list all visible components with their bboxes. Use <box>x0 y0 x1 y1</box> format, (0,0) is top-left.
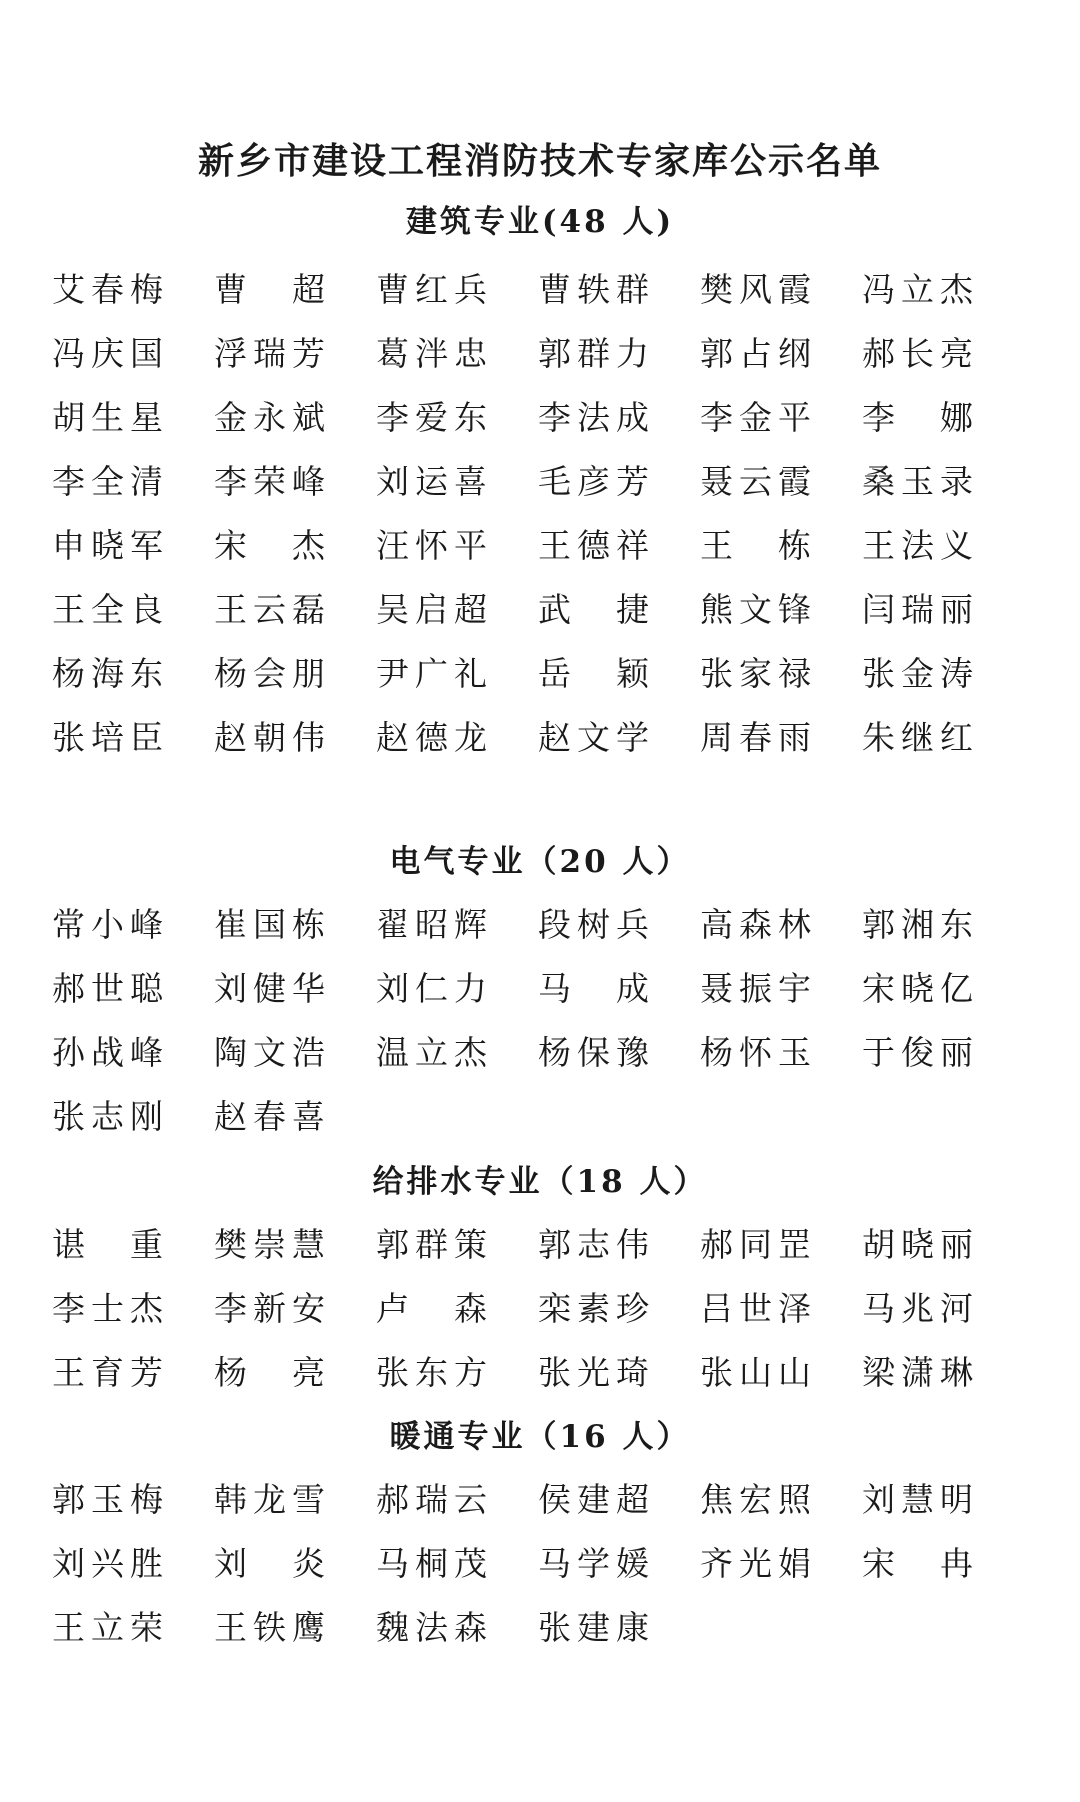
name-entry: 崔国栋 <box>214 905 331 944</box>
name-entry: 马桐茂 <box>376 1544 493 1583</box>
name-entry: 吕世泽 <box>700 1289 817 1328</box>
name-entry: 郭湘东 <box>862 905 979 944</box>
name-entry: 张培臣 <box>52 718 169 757</box>
name-list-electrical <box>52 893 1032 1149</box>
name-entry: 焦宏照 <box>700 1480 817 1519</box>
name-entry: 李新安 <box>214 1289 331 1328</box>
name-entry: 岳 颖 <box>538 654 655 693</box>
name-entry: 张金涛 <box>862 654 979 693</box>
name-entry: 段树兵 <box>538 905 655 944</box>
name-entry: 杨会朋 <box>214 654 331 693</box>
name-entry: 李爱东 <box>376 398 493 437</box>
name-entry: 王铁鹰 <box>214 1608 331 1647</box>
name-entry: 张山山 <box>700 1353 817 1392</box>
name-entry: 赵朝伟 <box>214 718 331 757</box>
name-entry: 李全清 <box>52 462 169 501</box>
name-entry: 赵德龙 <box>376 718 493 757</box>
name-entry: 栾素珍 <box>538 1289 655 1328</box>
name-entry: 张光琦 <box>538 1353 655 1392</box>
name-entry: 尹广礼 <box>376 654 493 693</box>
name-entry: 杨 亮 <box>214 1353 331 1392</box>
section-heading-hvac: 暖通专业（16 人） <box>389 1419 691 1455</box>
name-entry: 宋 杰 <box>214 526 331 565</box>
name-list-plumbing <box>52 1213 1032 1405</box>
name-entry: 刘 炎 <box>214 1544 331 1583</box>
name-entry: 郝长亮 <box>862 334 979 373</box>
name-entry: 张建康 <box>538 1608 655 1647</box>
name-entry: 郭占纲 <box>700 334 817 373</box>
name-entry: 杨海东 <box>52 654 169 693</box>
name-entry: 李法成 <box>538 398 655 437</box>
name-entry: 马学媛 <box>538 1544 655 1583</box>
name-entry: 朱继红 <box>862 718 979 757</box>
name-entry: 刘仁力 <box>376 969 493 1008</box>
name-entry: 郝世聪 <box>52 969 169 1008</box>
name-entry: 王立荣 <box>52 1608 169 1647</box>
name-entry: 曹轶群 <box>538 270 655 309</box>
name-entry: 刘慧明 <box>862 1480 979 1519</box>
name-entry: 艾春梅 <box>52 270 169 309</box>
section-heading-electrical: 电气专业（20 人） <box>389 844 691 880</box>
name-entry: 浮瑞芳 <box>214 334 331 373</box>
name-entry: 郭志伟 <box>538 1225 655 1264</box>
name-entry: 冯立杰 <box>862 270 979 309</box>
name-entry: 宋 冉 <box>862 1544 979 1583</box>
name-entry: 孙战峰 <box>52 1033 169 1072</box>
name-entry: 郭玉梅 <box>52 1480 169 1519</box>
name-entry: 郭群力 <box>538 334 655 373</box>
name-entry: 王全良 <box>52 590 169 629</box>
name-entry: 高森林 <box>700 905 817 944</box>
name-entry: 冯庆国 <box>52 334 169 373</box>
name-entry: 齐光娟 <box>700 1544 817 1583</box>
name-entry: 张东方 <box>376 1353 493 1392</box>
name-entry: 翟昭辉 <box>376 905 493 944</box>
name-entry: 温立杰 <box>376 1033 493 1072</box>
name-entry: 王法义 <box>862 526 979 565</box>
name-entry: 曹红兵 <box>376 270 493 309</box>
section-heading-plumbing: 给排水专业（18 人） <box>372 1164 708 1200</box>
name-entry: 樊崇慧 <box>214 1225 331 1264</box>
name-entry: 陶文浩 <box>214 1033 331 1072</box>
name-entry: 周春雨 <box>700 718 817 757</box>
name-entry: 刘兴胜 <box>52 1544 169 1583</box>
name-entry: 赵春喜 <box>214 1097 331 1136</box>
name-entry: 李金平 <box>700 398 817 437</box>
name-entry: 桑玉录 <box>862 462 979 501</box>
name-entry: 曹 超 <box>214 270 331 309</box>
name-entry: 郝瑞云 <box>376 1480 493 1519</box>
name-entry: 宋晓亿 <box>862 969 979 1008</box>
name-entry: 刘运喜 <box>376 462 493 501</box>
name-entry: 王 栋 <box>700 526 817 565</box>
name-entry: 王育芳 <box>52 1353 169 1392</box>
name-entry: 王德祥 <box>538 526 655 565</box>
name-entry: 李荣峰 <box>214 462 331 501</box>
name-entry: 张志刚 <box>52 1097 169 1136</box>
name-entry: 王云磊 <box>214 590 331 629</box>
name-entry: 韩龙雪 <box>214 1480 331 1519</box>
name-entry: 常小峰 <box>52 905 169 944</box>
name-entry: 魏法森 <box>376 1608 493 1647</box>
name-entry: 于俊丽 <box>862 1033 979 1072</box>
name-entry: 吴启超 <box>376 590 493 629</box>
section-heading-architecture: 建筑专业(48 人) <box>405 204 675 240</box>
name-entry: 聂振宇 <box>700 969 817 1008</box>
name-entry: 李士杰 <box>52 1289 169 1328</box>
name-entry: 胡生星 <box>52 398 169 437</box>
name-entry: 汪怀平 <box>376 526 493 565</box>
name-entry: 侯建超 <box>538 1480 655 1519</box>
name-entry: 葛泮忠 <box>376 334 493 373</box>
name-entry: 金永斌 <box>214 398 331 437</box>
name-entry: 郝同罡 <box>700 1225 817 1264</box>
name-entry: 刘健华 <box>214 969 331 1008</box>
name-entry: 谌 重 <box>52 1225 169 1264</box>
name-entry: 杨保豫 <box>538 1033 655 1072</box>
name-entry: 武 捷 <box>538 590 655 629</box>
name-entry: 胡晓丽 <box>862 1225 979 1264</box>
document-title: 新乡市建设工程消防技术专家库公示名单 <box>197 141 882 182</box>
name-entry: 马兆河 <box>862 1289 979 1328</box>
name-entry: 毛彦芳 <box>538 462 655 501</box>
name-entry: 张家禄 <box>700 654 817 693</box>
name-entry: 熊文锋 <box>700 590 817 629</box>
name-list-architecture <box>52 258 1032 770</box>
name-entry: 卢 森 <box>376 1289 493 1328</box>
name-entry: 聂云霞 <box>700 462 817 501</box>
name-entry: 郭群策 <box>376 1225 493 1264</box>
name-entry: 申晓军 <box>52 526 169 565</box>
name-list-hvac <box>52 1468 1032 1660</box>
name-entry: 闫瑞丽 <box>862 590 979 629</box>
name-entry: 赵文学 <box>538 718 655 757</box>
name-entry: 梁潇琳 <box>862 1353 979 1392</box>
name-entry: 樊风霞 <box>700 270 817 309</box>
name-entry: 杨怀玉 <box>700 1033 817 1072</box>
name-entry: 李 娜 <box>862 398 979 437</box>
name-entry: 马 成 <box>538 969 655 1008</box>
